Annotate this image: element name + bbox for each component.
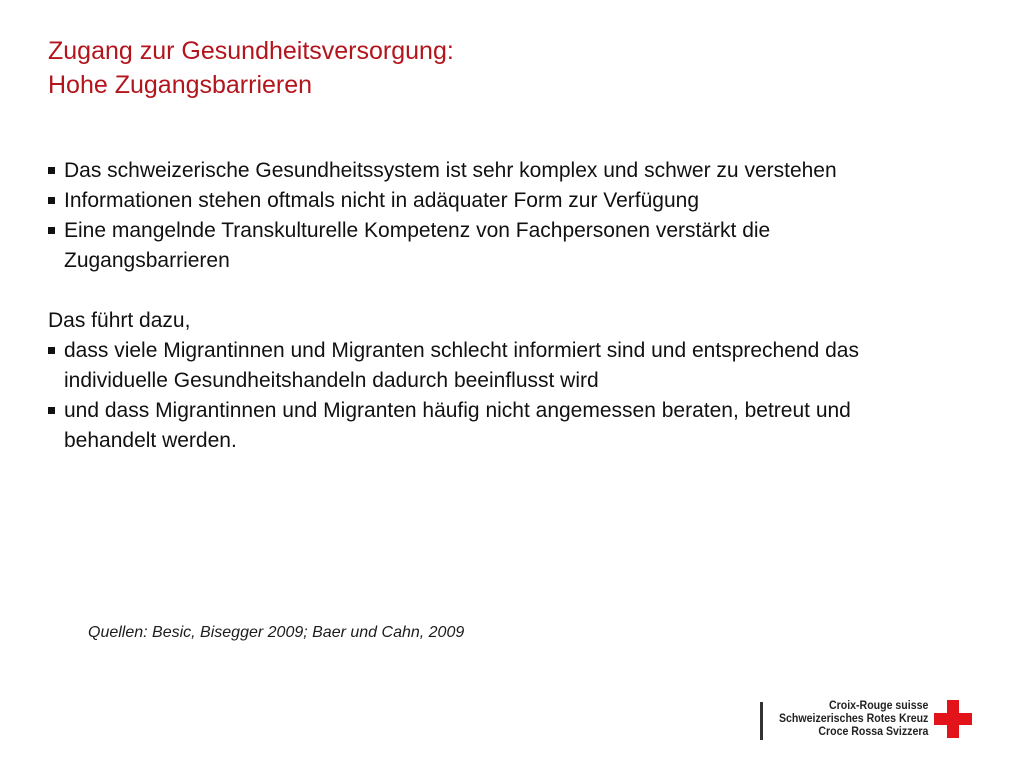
bullet-item: Informationen stehen oftmals nicht in adäquater Form zur Verfügung — [48, 186, 908, 216]
red-cross-icon — [934, 700, 972, 738]
bullet-item: Eine mangelnde Transkulturelle Kompetenz von Fachpersonen verstärkt die Zugangsbarrieren — [48, 216, 908, 276]
sources-citation: Quellen: Besic, Bisegger 2009; Baer und Cahn, 2009 — [88, 624, 465, 641]
bottom-bullet-list — [48, 336, 908, 456]
bullet-item: und dass Migrantinnen und Migranten häufig nicht angemessen beraten, betreut und behandelt werden. — [48, 396, 908, 456]
spacer — [48, 276, 908, 306]
logo-text-fr: Croix-Rouge suisse — [828, 700, 928, 712]
slide-title-line-1: Zugang zur Gesundheitsversorgung: — [48, 37, 454, 65]
top-bullet-list — [48, 156, 908, 276]
logo-text-de: Schweizerisches Rotes Kreuz — [778, 713, 928, 725]
logo-text-it: Croce Rossa Svizzera — [818, 726, 928, 738]
bullet-item: Das schweizerische Gesundheitssystem ist sehr komplex und schwer zu verstehen — [48, 156, 908, 186]
slide-title — [48, 34, 454, 102]
slide-title-line-2: Hohe Zugangsbarrieren — [48, 71, 313, 99]
intro-text: Das führt dazu, — [48, 309, 191, 332]
logo-text — [779, 700, 928, 739]
slide-body — [48, 156, 908, 456]
red-cross-logo — [760, 700, 980, 740]
bullet-item: dass viele Migrantinnen und Migranten schlecht informiert sind und entsprechend das individuelle Gesundheitshandeln dadurch beeinflusst wird — [48, 336, 908, 396]
logo-divider — [760, 702, 763, 740]
